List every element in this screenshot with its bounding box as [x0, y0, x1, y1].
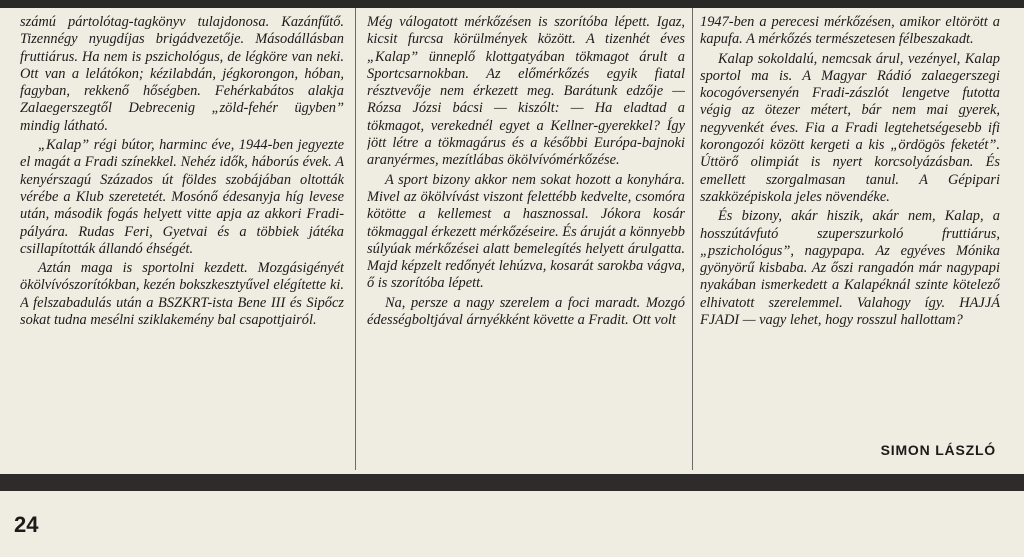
- article-paragraph: „Kalap” régi bútor, harminc éve, 1944-ben jegyezte el magát a Fradi színekkel. Nehéz idők, háborús évek. A kenyérszagú Százados út földes szobájában oltották vérébe a Klub szeretetét. Mosónő édesanyja híg levese után, második fogás helyett vitte apja az akkori Fradi-pályára. Rudas Feri, Gyetvai és a többiek játéka csillapították állandó éhségét.: [20, 137, 344, 257]
- article-paragraph: Aztán maga is sportolni kezdett. Mozgásigényét ökölvívószorítókban, kezén bokszkesztyűvel elégítette ki. A felszabadulás után a BSZKRT-ista Bene III és Sipőcz sokat tudna mesélni sziklakemény bal csapottjairól.: [20, 260, 344, 329]
- column-divider: [355, 8, 356, 470]
- article-paragraph: És bizony, akár hiszik, akár nem, Kalap, a hosszútávfutó szuperszurkoló fruttiárus, „pszichológus”, nagypapa. Az egyéves Mónika gyönyörű kisbaba. Az őszi rangadón már nagypapi nyakában ismerkedett a Kalapéknál szinte kötelező elhivatott szerelemmel. Valahogy így. HAJJÁ FJADI — vagy lehet, hogy rosszul hallottam?: [700, 208, 1000, 329]
- article-paragraph: számú pártolótag-tagkönyv tulajdonosa. Kazánfűtő. Tizennégy nyugdíjas brigádvezetője. Másodállásban fruttiárus. Ha nem is pszichológus, de légköre van neki. Ott van a lelátókon; kézilabdán, jégkorongon, hóban, fagyban, rekkenő hőségben. Fehérkabátos alakja Zalaegerszegtől Debrecenig „zöld-fehér ügyben” mindig látható.: [20, 14, 344, 134]
- article-paragraph: Kalap sokoldalú, nemcsak árul, vezényel, Kalap sportol ma is. A Magyar Rádió zalaegerszegi kocogóversenyén Fradi-zászlót lengetve futotta végig az ötezer métert, bár nem mai gyerek, negyvenkét éves. Fia a Fradi legtehetségesebb ifi korongozói között kergeti a kis „ördögös feketét”. Úttörő olimpiát is nyert korcsolyázásban. És emellett szorgalmasan tanul. A Gépipari szakközépiskola jeles növendéke.: [700, 50, 1000, 205]
- article-column-3: [700, 14, 1000, 470]
- article-paragraph: 1947-ben a perecesi mérkőzésen, amikor eltörött a kapufa. A mérkőzés természetesen félbeszakadt.: [700, 14, 1000, 48]
- bottom-rule: [0, 474, 1024, 491]
- top-rule: [0, 0, 1024, 8]
- column-divider: [692, 8, 693, 470]
- page-number: 24: [14, 512, 39, 537]
- article-paragraph: A sport bizony akkor nem sokat hozott a konyhára. Mivel az ökölvívást viszont felettébb kedvelte, csomóra kötötte a kellemest a hasznossal. Jókora kosár tökmaggal érkezett mérkőzéseire. És áruját a könnyebb súlyúak mérkőzései alatt bemelegítés helyett árulgatta. Majd képzelt redőnyét lehúzva, kosarát sarokba vágva, ő is szorítóba lépett.: [367, 171, 685, 292]
- article-paragraph: Még válogatott mérkőzésen is szorítóba lépett. Igaz, kicsit furcsa körülmények között. A tizenhét éves „Kalap” ünneplő klottgatyában tökmagot árult a Sportcsarnokban. Az előmérkőzés egyik fiatal résztvevője nem érkezett meg. Barátunk edzője — Rózsa Józsi bácsi — kiszólt: — Ha eladtad a tökmagot, verekednél egyet a Kellner-gyerekkel? Így jött létre a tökmagárus és a későbbi Európa-bajnoki aranyérmes, mezítlábas ökölvívómérkőzése.: [367, 14, 685, 169]
- article-paragraph: Na, persze a nagy szerelem a foci maradt. Mozgó édességboltjával árnyékként követte a Fradit. Ott volt: [367, 294, 685, 329]
- author-byline: SIMON LÁSZLÓ: [880, 442, 996, 458]
- article-column-2: [367, 14, 685, 470]
- article-column-1: [20, 14, 344, 470]
